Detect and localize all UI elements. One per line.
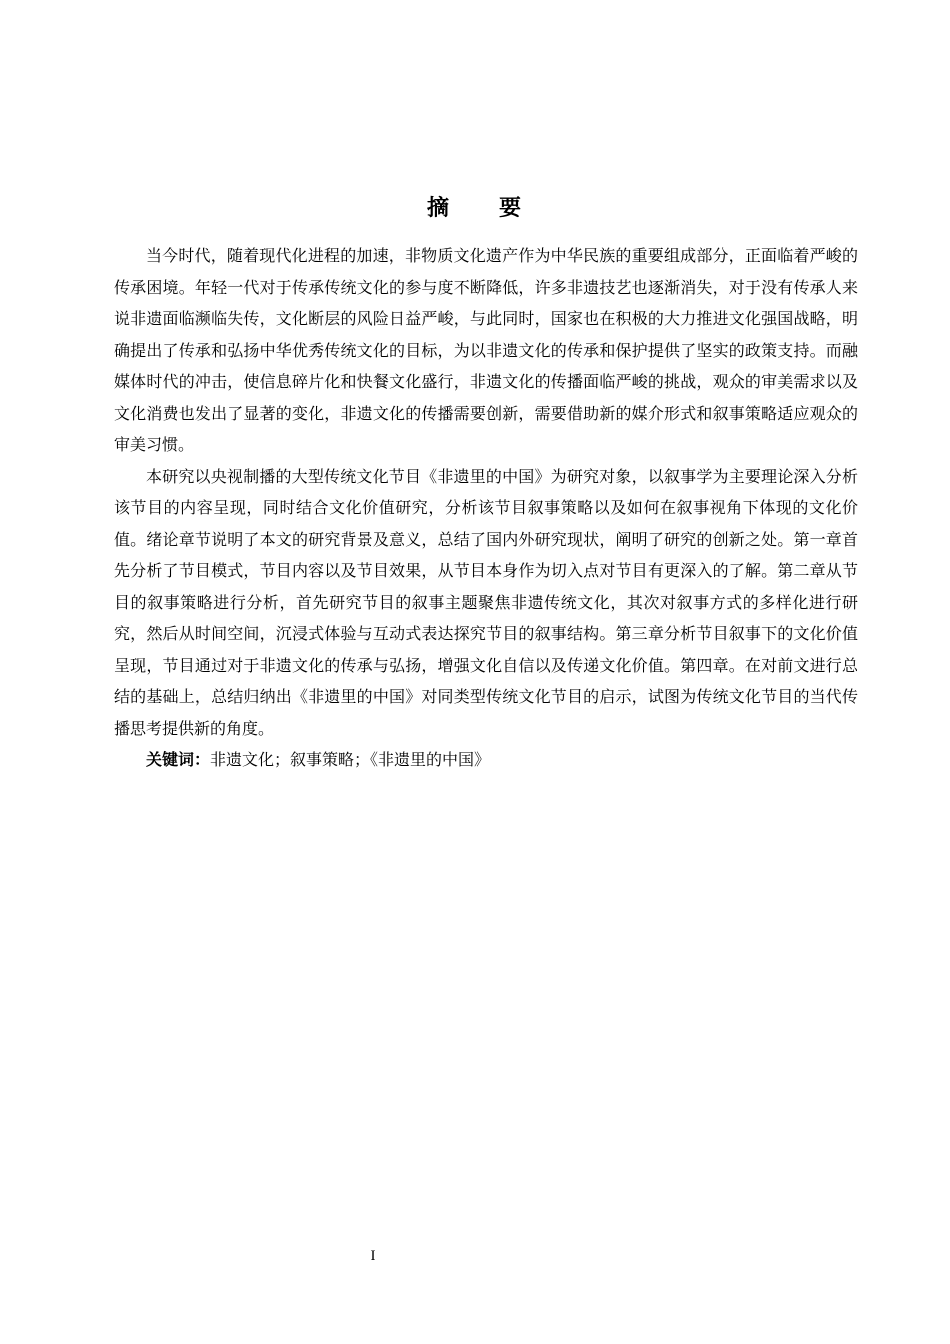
keywords-label: 关键词：: [146, 750, 211, 769]
abstract-title: [0, 191, 950, 227]
keywords-line: [114, 744, 858, 776]
abstract-paragraph-1: 当今时代，随着现代化进程的加速，非物质文化遗产作为中华民族的重要组成部分，正面临着严峻的传承困境。年轻一代对于传承传统文化的参与度不断降低，许多非遗技艺也逐渐消失，对于没有传承人来说非遗面临濒临失传，文化断层的风险日益严峻，与此同时，国家也在积极的大力推进文化强国战略，明确提出了传承和弘扬中华优秀传统文化的目标，为以非遗文化的传承和保护提供了坚实的政策支持。而融媒体时代的冲击，使信息碎片化和快餐文化盛行，非遗文化的传播面临严峻的挑战，观众的审美需求以及文化消费也发出了显著的变化，非遗文化的传播需要创新，需要借助新的媒介形式和叙事策略适应观众的审美习惯。: [114, 246, 858, 454]
abstract-title-char-1: 摘: [426, 195, 451, 221]
keywords-text: 非遗文化；叙事策略；《非遗里的中国》: [210, 750, 491, 769]
abstract-body: [114, 240, 858, 776]
abstract-title-char-2: 要: [499, 195, 524, 221]
abstract-paragraph-2: 本研究以央视制播的大型传统文化节目《非遗里的中国》为研究对象，以叙事学为主要理论深入分析该节目的内容呈现，同时结合文化价值研究，分析该节目叙事策略以及如何在叙事视角下体现的文化价值。绪论章节说明了本文的研究背景及意义，总结了国内外研究现状，阐明了研究的创新之处。第一章首先分析了节目模式，节目内容以及节目效果，从节目本身作为切入点对节目有更深入的了解。第二章从节目的叙事策略进行分析，首先研究节目的叙事主题聚焦非遗传统文化，其次对叙事方式的多样化进行研究，然后从时间空间，沉浸式体验与互动式表达探究节目的叙事结构。第三章分析节目叙事下的文化价值呈现，节目通过对于非遗文化的传承与弘扬，增强文化自信以及传递文化价值。第四章。在对前文进行总结的基础上，总结归纳出《非遗里的中国》对同类型传统文化节目的启示，试图为传统文化节目的当代传播思考提供新的角度。: [114, 466, 858, 738]
page-number: I: [370, 1248, 376, 1264]
